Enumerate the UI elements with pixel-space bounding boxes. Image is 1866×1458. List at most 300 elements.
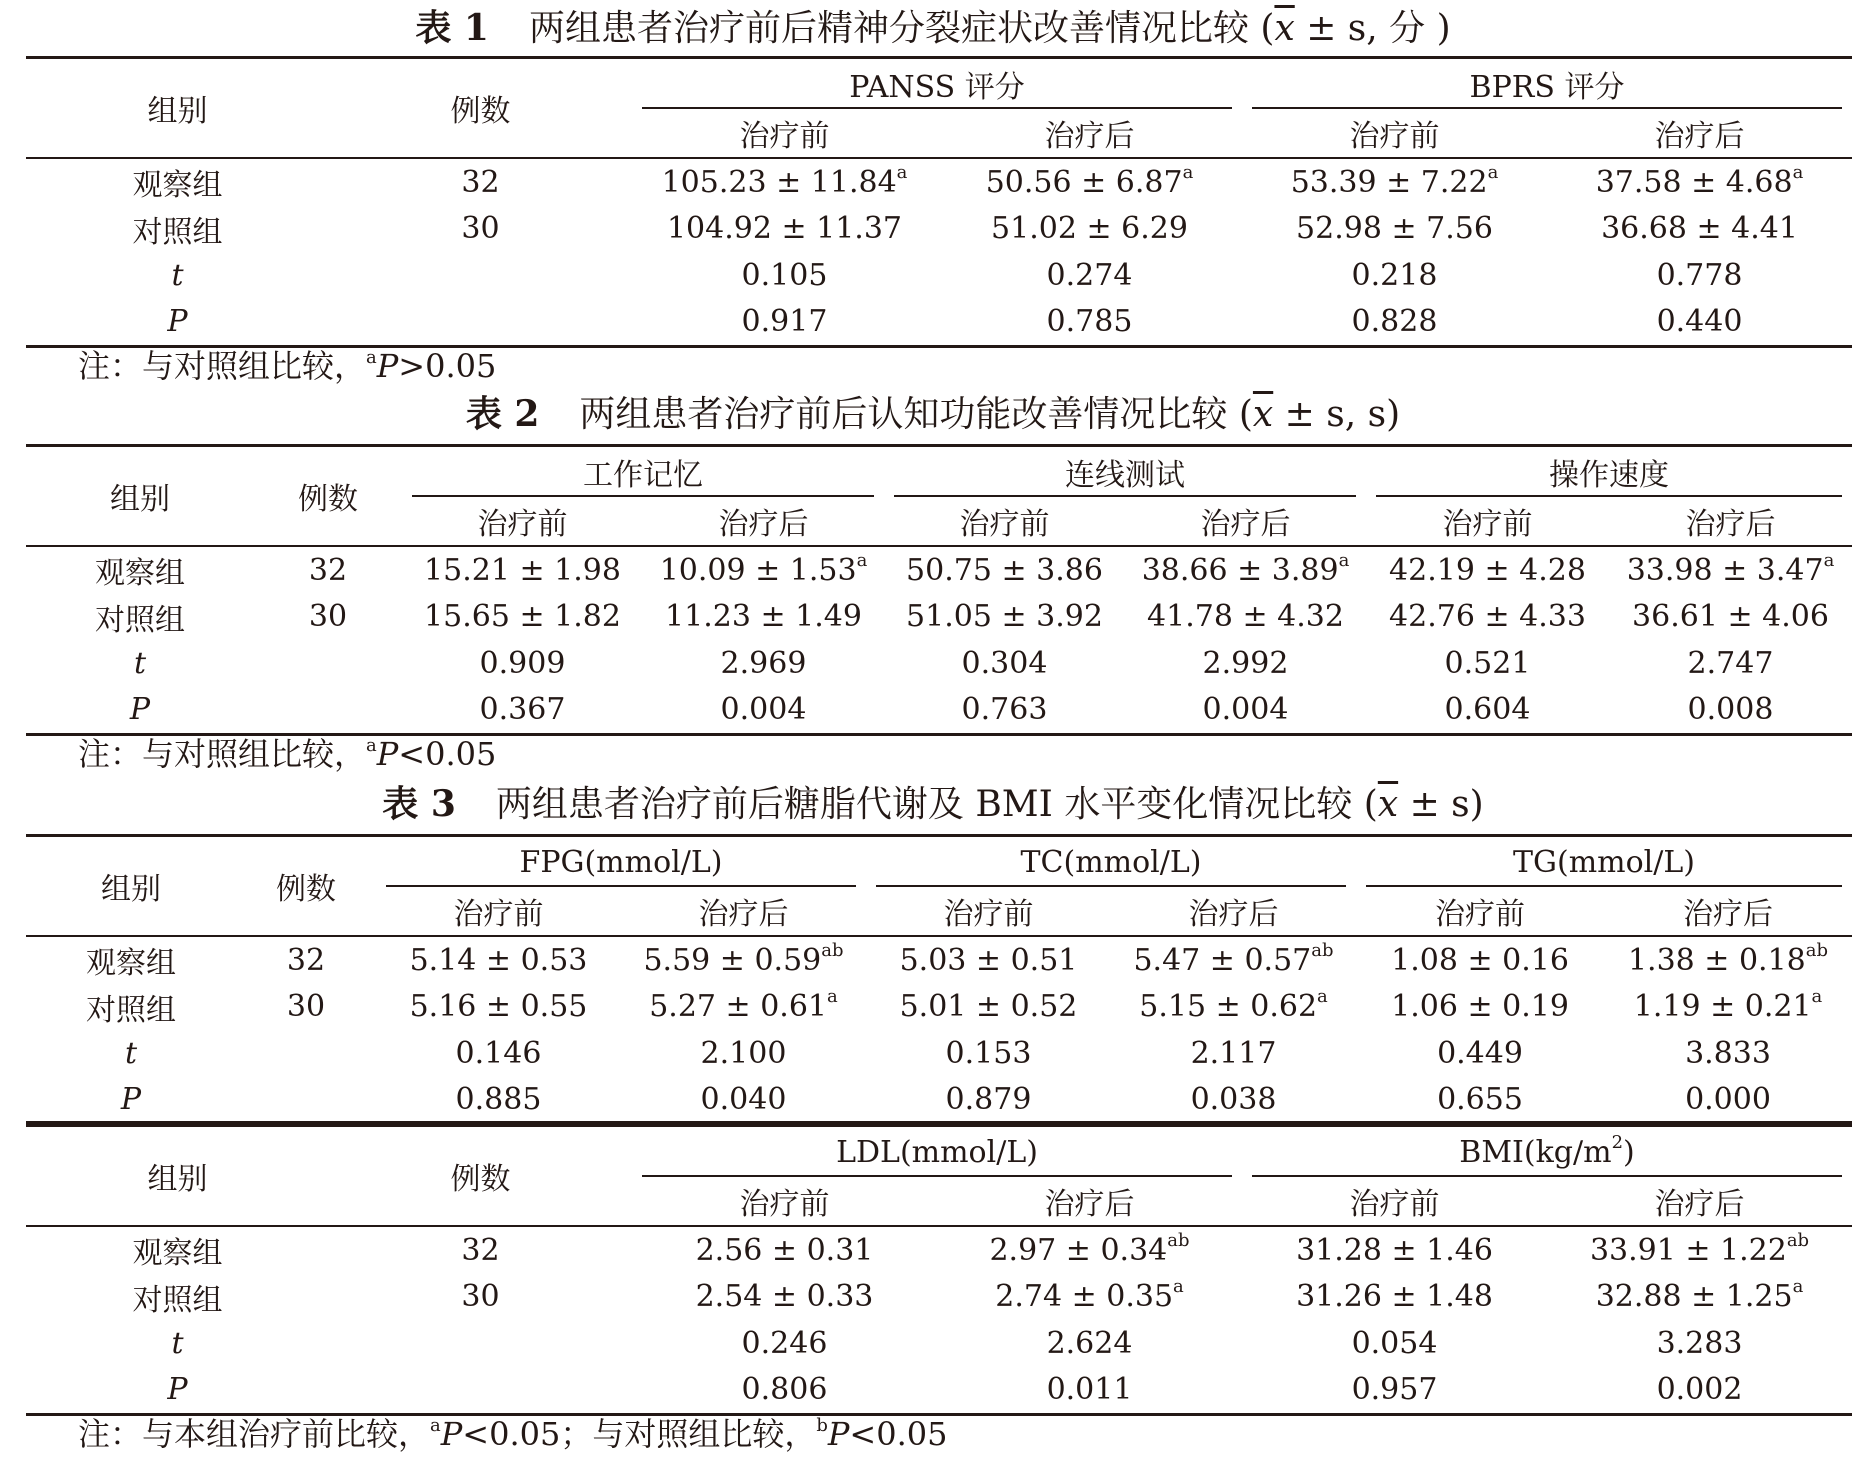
table3-note-tail2: <0.05 (849, 1415, 948, 1453)
table2-header-before: 治疗前 (402, 497, 643, 546)
table3-note-prefix: 注：与本组治疗前比较， (78, 1415, 431, 1453)
table3b-cell (632, 1226, 937, 1274)
table2-cell (1609, 546, 1852, 594)
table2-cell (643, 546, 884, 594)
table3a-header-before: 治疗前 (1356, 887, 1604, 936)
table2-cell-value: 0.521 (1444, 645, 1531, 681)
table1-header-after: 治疗后 (937, 109, 1242, 158)
table1-cell (1242, 206, 1547, 253)
table2-note-p: P (376, 735, 399, 773)
table3b-cell (632, 1274, 937, 1321)
table3b-cell-value: 0.246 (741, 1325, 828, 1361)
table3a-cell (1356, 1030, 1604, 1077)
table2-xbar: $\overline{x}$ (1252, 394, 1274, 435)
table1-cell (1242, 299, 1547, 347)
table3a-cell-value: 0.153 (945, 1035, 1032, 1071)
table1-note (78, 344, 496, 388)
table1-title-tail: ± s, 分 ) (1294, 8, 1451, 49)
table2-note (78, 732, 496, 776)
table2-cell-value: 42.76 ± 4.33 (1389, 599, 1586, 635)
table2-cell-value: 0.004 (1202, 692, 1289, 728)
table2-row-count: 30 (308, 599, 348, 635)
table1 (26, 56, 1852, 348)
table3a-cell-superscript: ab (1805, 939, 1829, 961)
table2-cell (1366, 546, 1609, 594)
table2-row (26, 687, 1852, 735)
table3a-cell (866, 984, 1111, 1031)
table1-header-before: 治疗前 (1242, 109, 1547, 158)
table2-cell (1366, 687, 1609, 735)
table3b-row-count (329, 1320, 632, 1367)
table1-header-bprs: BPRS 评分 (1242, 58, 1852, 110)
table3a-cell-value: 0.038 (1190, 1082, 1277, 1118)
table1-cell (1547, 206, 1852, 253)
table1-cell-value: 0.785 (1046, 304, 1133, 340)
table3a-cell (866, 936, 1111, 984)
table2 (26, 444, 1852, 736)
table3a-cell-value: 5.47 ± 0.57 (1133, 942, 1312, 978)
table3a-cell (1604, 1030, 1852, 1077)
table2-cell-value: 0.004 (720, 692, 807, 728)
table3b-cell (937, 1320, 1242, 1367)
table1-cell-value: 50.56 ± 6.87 (985, 164, 1183, 200)
table3b-cell-value: 2.54 ± 0.33 (695, 1279, 874, 1315)
table3b-cell (632, 1320, 937, 1367)
table1-row-count (329, 299, 632, 347)
table1-header-count: 例数 (329, 58, 632, 159)
table1-cell (1242, 158, 1547, 206)
table3b-cell (937, 1226, 1242, 1274)
table3b-cell-value: 0.054 (1351, 1325, 1438, 1361)
table2-cell-value: 15.65 ± 1.82 (424, 599, 621, 635)
table3b-header-ldl: LDL(mmol/L) (632, 1126, 1242, 1178)
table2-row-group: 观察组 (95, 556, 185, 592)
table3a-cell-value: 0.885 (455, 1082, 542, 1118)
table2-header-after: 治疗后 (1609, 497, 1852, 546)
table2-cell-value: 33.98 ± 3.47 (1626, 552, 1824, 588)
table2-cell-value: 0.304 (961, 645, 1048, 681)
table3b-row-count: 32 (461, 1232, 500, 1268)
table1-cell (632, 252, 937, 299)
table3a-cell (1111, 936, 1356, 984)
table2-header-count: 例数 (254, 446, 402, 547)
table3a-row (26, 936, 1852, 984)
table3a-cell-superscript: a (1811, 986, 1823, 1008)
table2-cell (884, 546, 1125, 594)
table1-cell-value: 53.39 ± 7.22 (1290, 164, 1488, 200)
table2-row-count (254, 687, 402, 735)
table1-cell-value: 0.828 (1351, 304, 1438, 340)
table3b-cell-value: 2.624 (1046, 1325, 1133, 1361)
table1-cell-value: 0.440 (1656, 304, 1743, 340)
table3b-header-after: 治疗后 (937, 1177, 1242, 1226)
table3b-cell-superscript: a (1792, 1276, 1804, 1298)
table3a-cell (1356, 984, 1604, 1031)
table3a-cell (1356, 1077, 1604, 1125)
table1-row (26, 206, 1852, 253)
table1-cell-superscript: a (1792, 161, 1804, 183)
table3b-row-group: t (171, 1325, 184, 1361)
table3-caption (0, 780, 1866, 829)
table1-title: 两组患者治疗前后精神分裂症状改善情况比较 ( (528, 8, 1275, 49)
table1-caption (0, 4, 1866, 53)
table3a-row-group: 对照组 (86, 992, 176, 1028)
table2-cell-value: 10.09 ± 1.53 (659, 552, 857, 588)
table3a-cell-value: 1.06 ± 0.19 (1391, 989, 1569, 1025)
table1-note-prefix: 注：与对照组比较， (78, 347, 367, 385)
table1-cell (632, 206, 937, 253)
table3b-cell-superscript: a (1173, 1276, 1184, 1298)
table3a-cell (621, 936, 866, 984)
table3b-cell-value: 31.26 ± 1.48 (1296, 1279, 1493, 1315)
table3b-row (26, 1320, 1852, 1367)
table2-cell-value: 0.008 (1687, 692, 1774, 728)
table2-cell (1366, 640, 1609, 687)
table2-cell (884, 687, 1125, 735)
table2-cell-value: 41.78 ± 4.32 (1147, 599, 1344, 635)
table1-row-group: 对照组 (132, 214, 223, 250)
table3-note-p1: P (440, 1415, 463, 1453)
table3a-row-count: 30 (286, 989, 326, 1025)
table3b-cell-value: 0.002 (1656, 1372, 1743, 1408)
table3a-cell-value: 2.100 (700, 1035, 787, 1071)
table3b-cell-superscript: ab (1786, 1229, 1810, 1251)
table3b-row-group: P (26, 1367, 329, 1415)
table3a-cell (1111, 984, 1356, 1031)
table3b-header-after: 治疗后 (1547, 1177, 1852, 1226)
table3b-row-count (329, 1367, 632, 1415)
table3a-cell-value: 5.03 ± 0.51 (899, 942, 1078, 978)
table2-cell (643, 687, 884, 735)
table3a-cell-value: 1.19 ± 0.21 (1633, 989, 1812, 1025)
table2-title: 两组患者治疗前后认知功能改善情况比较 ( (579, 394, 1253, 435)
table3b-header-bmi-tail: ) (1623, 1134, 1635, 1170)
table3a-row-group: 观察组 (86, 946, 176, 982)
table2-header-group: 组别 (26, 446, 254, 547)
table3a-cell-value: 5.59 ± 0.59 (643, 942, 822, 978)
table2-cell-value: 0.604 (1444, 692, 1531, 728)
table3b-header-count: 例数 (329, 1126, 632, 1227)
table3b-cell (1547, 1274, 1852, 1321)
table3b-cell-value: 0.011 (1046, 1372, 1133, 1408)
table1-row (26, 299, 1852, 347)
table3a-cell-value: 1.08 ± 0.16 (1391, 942, 1569, 978)
table2-cell (1125, 594, 1366, 641)
table3a-row (26, 1077, 1852, 1125)
table1-cell-superscript: a (896, 161, 908, 183)
table3-number: 表 3 (382, 783, 456, 825)
table1-cell (632, 299, 937, 347)
table3a-cell-superscript: ab (821, 939, 844, 961)
table3a-cell-value: 0.879 (945, 1082, 1032, 1118)
table2-cell-value: 2.992 (1202, 645, 1289, 681)
table1-row-group: 观察组 (132, 168, 223, 204)
table3b-header-group: 组别 (26, 1126, 329, 1227)
table2-header-working-memory: 工作记忆 (402, 446, 884, 498)
table3a-cell-value: 0.449 (1437, 1035, 1523, 1071)
table3b-row (26, 1367, 1852, 1415)
table3b-cell-value: 2.56 ± 0.31 (695, 1232, 874, 1268)
table2-cell (1609, 594, 1852, 641)
table1-cell-superscript: a (1182, 161, 1194, 183)
table3a-cell-value: 0.146 (455, 1035, 542, 1071)
table2-row-count (254, 640, 402, 687)
table3a-header-after: 治疗后 (1111, 887, 1356, 936)
table1-cell-value: 52.98 ± 7.56 (1296, 211, 1493, 247)
table2-cell (402, 640, 643, 687)
table3a-cell (621, 1077, 866, 1125)
table1-cell (937, 206, 1242, 253)
table3a-cell-value: 5.14 ± 0.53 (409, 942, 588, 978)
table3b-row-group: 观察组 (132, 1236, 223, 1272)
table3a-cell-value: 0.040 (700, 1082, 787, 1118)
table3a-cell-value: 0.000 (1685, 1082, 1771, 1118)
table2-cell (1125, 546, 1366, 594)
table3a-cell-superscript: a (1317, 986, 1328, 1008)
table3a-header-tg: TG(mmol/L) (1356, 836, 1852, 888)
table3-xbar: $\overline{x}$ (1377, 784, 1399, 825)
table3a-cell-superscript: a (827, 986, 838, 1008)
table3b-cell-value: 33.91 ± 1.22 (1589, 1232, 1787, 1268)
table3-note-p2: P (827, 1415, 850, 1453)
table2-row (26, 640, 1852, 687)
table3b-header-bmi-text: BMI(kg/m (1459, 1134, 1612, 1170)
table3b-cell (1547, 1367, 1852, 1415)
table2-caption (0, 390, 1866, 439)
table2-cell-value: 42.19 ± 4.28 (1389, 552, 1586, 588)
table3a-cell (1111, 1077, 1356, 1125)
table3a-cell (1604, 1077, 1852, 1125)
table3-part-a (26, 834, 1852, 1126)
table1-note-sup: a (366, 347, 377, 368)
table3b-header-before: 治疗前 (1242, 1177, 1547, 1226)
table3a-cell-value: 5.27 ± 0.61 (649, 989, 828, 1025)
table2-row (26, 546, 1852, 594)
table2-header-before: 治疗前 (1366, 497, 1609, 546)
table1-cell (937, 158, 1242, 206)
table3a-cell-value: 5.16 ± 0.55 (409, 989, 588, 1025)
table3a-cell-value: 5.15 ± 0.62 (1139, 989, 1318, 1025)
table3b-cell (937, 1367, 1242, 1415)
table2-row-group: t (133, 645, 147, 681)
table2-note-prefix: 注：与对照组比较， (78, 735, 367, 773)
table3-note-tail1: <0.05；与对照组比较， (462, 1415, 817, 1453)
table3a-cell (1111, 1030, 1356, 1077)
table1-header-group: 组别 (26, 58, 329, 159)
table3a-header-group: 组别 (26, 836, 236, 937)
table1-row (26, 252, 1852, 299)
table2-cell-superscript: a (856, 549, 868, 571)
table3b-cell (937, 1274, 1242, 1321)
table3b-row (26, 1226, 1852, 1274)
table3b-cell-value: 3.283 (1656, 1325, 1743, 1361)
table2-header-after: 治疗后 (643, 497, 884, 546)
table2-header-after: 治疗后 (1125, 497, 1366, 546)
table2-title-tail: ± s, s) (1273, 394, 1401, 435)
table3b-cell-value: 2.74 ± 0.35 (995, 1279, 1174, 1315)
table1-cell (937, 299, 1242, 347)
table2-cell (402, 687, 643, 735)
table1-cell (632, 158, 937, 206)
table1-cell-value: 0.778 (1656, 257, 1743, 293)
table2-cell (1125, 640, 1366, 687)
table2-cell (402, 594, 643, 641)
table3b-cell (1242, 1367, 1547, 1415)
table3b-cell (1547, 1226, 1852, 1274)
table3-title-tail: ± s) (1398, 784, 1484, 825)
table3a-cell (376, 984, 621, 1031)
table3a-header-after: 治疗后 (621, 887, 866, 936)
table3b-cell (1242, 1274, 1547, 1321)
table3-part-b (26, 1124, 1852, 1416)
table3b-cell-value: 31.28 ± 1.46 (1296, 1232, 1493, 1268)
table3b-cell (632, 1367, 937, 1415)
table2-header-trail-making: 连线测试 (884, 446, 1366, 498)
table3a-row (26, 984, 1852, 1031)
table3-note (78, 1412, 947, 1456)
table1-cell (1242, 252, 1547, 299)
table3b-row-group: 对照组 (132, 1282, 223, 1318)
table2-cell-value: 0.367 (479, 692, 566, 728)
table3b-cell-value: 0.806 (741, 1372, 828, 1408)
table3a-row-count: 32 (286, 942, 326, 978)
table2-cell (643, 640, 884, 687)
table3a-cell (621, 1030, 866, 1077)
table1-row-group: P (26, 299, 329, 347)
table2-cell-superscript: a (1823, 549, 1835, 571)
table2-cell (1125, 687, 1366, 735)
table3b-header-bmi (1242, 1126, 1852, 1178)
table3a-row-count (236, 1030, 376, 1077)
table1-row-count: 30 (461, 211, 500, 247)
table3a-cell-value: 3.833 (1685, 1035, 1771, 1071)
table1-cell-value: 36.68 ± 4.41 (1601, 211, 1798, 247)
table3b-cell (1242, 1226, 1547, 1274)
table3a-cell (1604, 936, 1852, 984)
table3b-header-bmi-sup: 2 (1611, 1131, 1624, 1153)
table3a-cell (866, 1077, 1111, 1125)
table2-cell (1609, 640, 1852, 687)
table2-cell-value: 0.909 (479, 645, 566, 681)
table3-title: 两组患者治疗前后糖脂代谢及 BMI 水平变化情况比较 ( (495, 784, 1378, 825)
table2-cell-value: 2.969 (720, 645, 807, 681)
table2-cell (1366, 594, 1609, 641)
table2-cell-value: 0.763 (961, 692, 1048, 728)
table2-cell (643, 594, 884, 641)
table3a-cell (376, 936, 621, 984)
table1-cell-superscript: a (1487, 161, 1499, 183)
table1-row-count (329, 252, 632, 299)
table3a-header-fpg: FPG(mmol/L) (376, 836, 866, 888)
table3a-cell-value: 0.655 (1437, 1082, 1523, 1118)
table2-row (26, 594, 1852, 641)
table3b-row-count: 30 (461, 1279, 500, 1315)
table3a-cell-value: 1.38 ± 0.18 (1627, 942, 1806, 978)
table2-number: 表 2 (465, 393, 540, 435)
table3a-row-group: t (124, 1035, 138, 1071)
table1-cell (1547, 252, 1852, 299)
table1-row-count: 32 (461, 164, 500, 200)
table1-row (26, 158, 1852, 206)
table1-cell-value: 105.23 ± 11.84 (661, 164, 897, 200)
table2-note-sup: a (366, 735, 377, 756)
table3b-cell (1547, 1320, 1852, 1367)
table1-xbar: $\overline{x}$ (1274, 8, 1295, 49)
table1-row-group: t (171, 257, 184, 293)
table3a-cell (376, 1030, 621, 1077)
table3a-cell-superscript: ab (1311, 939, 1334, 961)
table3b-cell (1242, 1320, 1547, 1367)
table3-double-rule (26, 1121, 1852, 1123)
table3a-header-after: 治疗后 (1604, 887, 1852, 936)
table2-row-group: 对照组 (95, 602, 185, 638)
table3a-cell (621, 984, 866, 1031)
table3-note-sup-b: b (816, 1415, 828, 1436)
table3b-cell-value: 32.88 ± 1.25 (1595, 1279, 1793, 1315)
table1-note-p: P (376, 347, 399, 385)
table3b-cell-value: 0.957 (1351, 1372, 1438, 1408)
table1-header-after: 治疗后 (1547, 109, 1852, 158)
table2-note-tail: <0.05 (398, 735, 497, 773)
table3a-row (26, 1030, 1852, 1077)
table2-cell-value: 36.61 ± 4.06 (1632, 599, 1829, 635)
table1-cell-value: 0.105 (741, 257, 828, 293)
table3b-header-before: 治疗前 (632, 1177, 937, 1226)
table3b-cell-value: 2.97 ± 0.34 (989, 1232, 1168, 1268)
table1-number: 表 1 (415, 7, 489, 49)
table1-note-tail: >0.05 (398, 347, 497, 385)
table1-cell-value: 0.274 (1046, 257, 1133, 293)
table1-cell-value: 0.917 (741, 304, 828, 340)
table3b-cell-superscript: ab (1167, 1229, 1190, 1251)
table2-cell (1609, 687, 1852, 735)
table3a-cell (866, 1030, 1111, 1077)
table2-cell (884, 594, 1125, 641)
table1-header-panss: PANSS 评分 (632, 58, 1242, 110)
table3a-cell-value: 2.117 (1190, 1035, 1277, 1071)
table3a-cell-value: 5.01 ± 0.52 (899, 989, 1078, 1025)
table1-cell-value: 0.218 (1351, 257, 1438, 293)
table1-cell-value: 51.02 ± 6.29 (991, 211, 1188, 247)
table3a-row-count (236, 1077, 376, 1125)
table2-cell-value: 38.66 ± 3.89 (1141, 552, 1339, 588)
table1-cell (1547, 299, 1852, 347)
table1-cell-value: 104.92 ± 11.37 (666, 211, 903, 247)
table2-header-processing-speed: 操作速度 (1366, 446, 1852, 498)
table2-row-group: P (26, 687, 254, 735)
table1-cell (1547, 158, 1852, 206)
table2-cell-value: 50.75 ± 3.86 (906, 552, 1103, 588)
table1-cell (937, 252, 1242, 299)
table2-header-before: 治疗前 (884, 497, 1125, 546)
table2-cell-value: 2.747 (1687, 645, 1774, 681)
table1-cell-value: 37.58 ± 4.68 (1595, 164, 1793, 200)
table1-header-before: 治疗前 (632, 109, 937, 158)
table2-cell (402, 546, 643, 594)
table3a-header-before: 治疗前 (866, 887, 1111, 936)
table3a-header-before: 治疗前 (376, 887, 621, 936)
table3a-header-count: 例数 (236, 836, 376, 937)
table2-cell-superscript: a (1338, 549, 1350, 571)
table2-cell (884, 640, 1125, 687)
table3-note-sup-a: a (430, 1415, 441, 1436)
table3a-header-tc: TC(mmol/L) (866, 836, 1356, 888)
table3a-row-group: P (26, 1077, 236, 1125)
table2-cell-value: 11.23 ± 1.49 (665, 599, 862, 635)
table3a-cell (1356, 936, 1604, 984)
table3a-cell (376, 1077, 621, 1125)
table3a-cell (1604, 984, 1852, 1031)
